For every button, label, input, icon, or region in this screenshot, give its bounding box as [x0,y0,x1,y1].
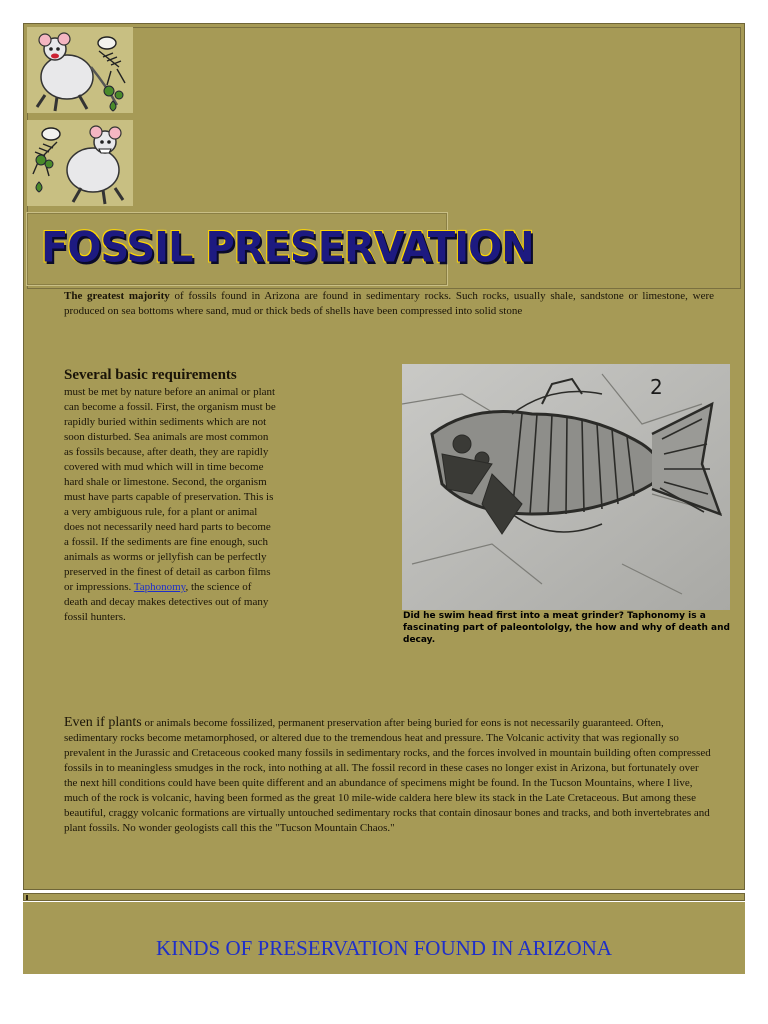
closing-lead: Even if plants [64,715,142,730]
fossil-fish-photo [402,364,730,610]
dancing-rat-icon [27,27,133,113]
requirements-text-end: , the science of death and decay makes detectives out of many fossil hunters. [64,581,269,623]
taphonomy-link[interactable]: Taphonomy [133,581,186,593]
photo-number-label: 2 [650,375,663,399]
intro-paragraph [64,289,714,319]
intro-bold-lead: The greatest majority [64,290,170,302]
section-divider [23,893,745,901]
intro-text: of fossils found in Arizona are found in sedimentary rocks. Such rocks, usually shale, sandstone or limestone, were produced on sea bottoms where sand, mud or thick beds of shells have been compressed into solid stone [64,290,714,317]
photo-caption: Did he swim head first into a meat grinder? Taphonomy is a fascinating part of paleontololgy, the how and why of death and decay. [403,611,730,645]
title-banner [26,212,534,286]
dancing-rat-icon [27,120,133,206]
divider-mark [26,895,28,900]
footer-panel [23,902,745,974]
requirements-paragraph [64,385,276,625]
closing-text: or animals become fossilized, permanent preservation after being buried for eons is not necessarily guaranteed. Often, sedimentary rocks become metamorphosed, or altered due to the tremendous heat and pressure. The Volcanic activity that was regionally so prevalent in the Jurassic and Cretaceous cooked many fossils in sedimentary rocks, and the forces involved in mountain building often compressed fossils in to meaningless smudges in the rock, into nothing at all. The fossil record in these cases no longer exist in Arizona, but fortunately over the next hill conditions could have been quite different and an abundance of specimens might be found. In the Tucson Mountains, where I live, much of the rock is volcanic, having been formed as the great 10 mile-wide caldera here blew its stack in the Late Cretaceous. But among these beautiful, craggy volcanic formations are virtually untouched sedimentary rocks that contain dinosaur bones and tracks, and both invertebrates and plant fossils. No wonder geologists call this the "Tucson Mountain Chaos." [64,717,711,834]
page-panel [23,23,745,890]
requirements-heading: Several basic requirements [64,367,237,383]
section-heading: KINDS OF PRESERVATION FOUND IN ARIZONA [156,936,612,960]
requirements-text: must be met by nature before an animal or plant can become a fossil. First, the organism must be rapidly buried within sediments which are not soon disturbed. Sea animals are most common as fossils because, after death, they are rapidly covered with mud which will in time become hard shale or limestone. Second, the organism must have parts capable of preservation. This is a very ambiguous rule, for a plant or animal does not necessarily need hard parts to become a fossil. If the sediments are fine enough, such animals as worms or jellyfish can be perfectly preserved in the finest of detail as carbon films or impressions. [64,386,276,593]
closing-paragraph [64,715,712,836]
page-title: FOSSIL PRESERVATION [41,223,534,273]
